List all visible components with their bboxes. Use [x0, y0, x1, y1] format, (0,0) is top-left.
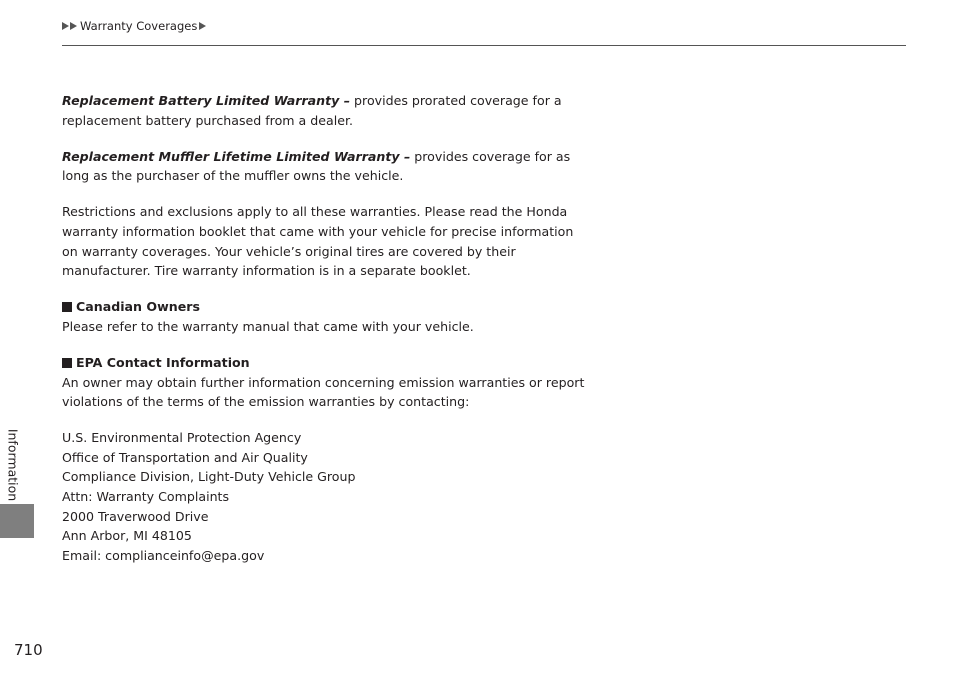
epa-contact-heading-text: EPA Contact Information: [76, 354, 250, 370]
address-line: Ann Arbor, MI 48105: [62, 528, 192, 544]
section-side-label: Information: [5, 428, 21, 502]
muffler-warranty-text: provides coverage for as long as the purchaser of the muffler owns the vehicle.: [62, 148, 571, 184]
email-link[interactable]: Email: complianceinfo@epa.gov: [62, 547, 265, 563]
address-line: 2000 Traverwood Drive: [62, 508, 209, 524]
breadcrumb-arrow-icon: [62, 22, 69, 30]
breadcrumb: [62, 19, 207, 33]
section-side-tab: [0, 504, 34, 538]
restrictions-paragraph: Restrictions and exclusions apply to all these warranties. Please read the Honda warranty information booklet that came with your vehicle for precise information on warranty coverages. Your vehicle’s original tires are covered by their manufacturer. Tire warranty information is in a separate booklet.: [62, 204, 574, 279]
address-line: Compliance Division, Light-Duty Vehicle Group: [62, 469, 356, 485]
page-number: 710: [14, 641, 43, 659]
main-content: [62, 91, 592, 565]
canadian-owners-heading: [62, 297, 592, 317]
epa-contact-heading: [62, 353, 592, 373]
epa-contact-text: An owner may obtain further information concerning emission warranties or report violations of the terms of the emission warranties by contacting:: [62, 374, 585, 410]
breadcrumb-arrow-icon: [199, 22, 206, 30]
square-bullet-icon: [62, 358, 72, 368]
muffler-warranty-paragraph: [62, 147, 592, 186]
header-divider: [62, 45, 906, 46]
epa-contact-section: [62, 353, 592, 412]
battery-warranty-paragraph: [62, 91, 592, 130]
breadcrumb-link-warranty-coverages[interactable]: Warranty Coverages: [80, 19, 198, 33]
canadian-owners-text: Please refer to the warranty manual that came with your vehicle.: [62, 318, 474, 334]
canadian-owners-section: [62, 297, 592, 336]
muffler-warranty-title: Replacement Muffler Lifetime Limited Warranty –: [62, 148, 411, 164]
canadian-owners-heading-text: Canadian Owners: [76, 299, 200, 315]
battery-warranty-title: Replacement Battery Limited Warranty –: [62, 93, 351, 108]
battery-warranty-text: provides prorated coverage for a replacement battery purchased from a dealer.: [62, 93, 562, 128]
address-line: U.S. Environmental Protection Agency: [62, 430, 302, 446]
breadcrumb-arrow-icon: [70, 22, 77, 30]
epa-address-block: [62, 428, 592, 565]
address-line: Office of Transportation and Air Quality: [62, 449, 308, 465]
square-bullet-icon: [62, 302, 72, 312]
address-line: Attn: Warranty Complaints: [62, 489, 230, 504]
